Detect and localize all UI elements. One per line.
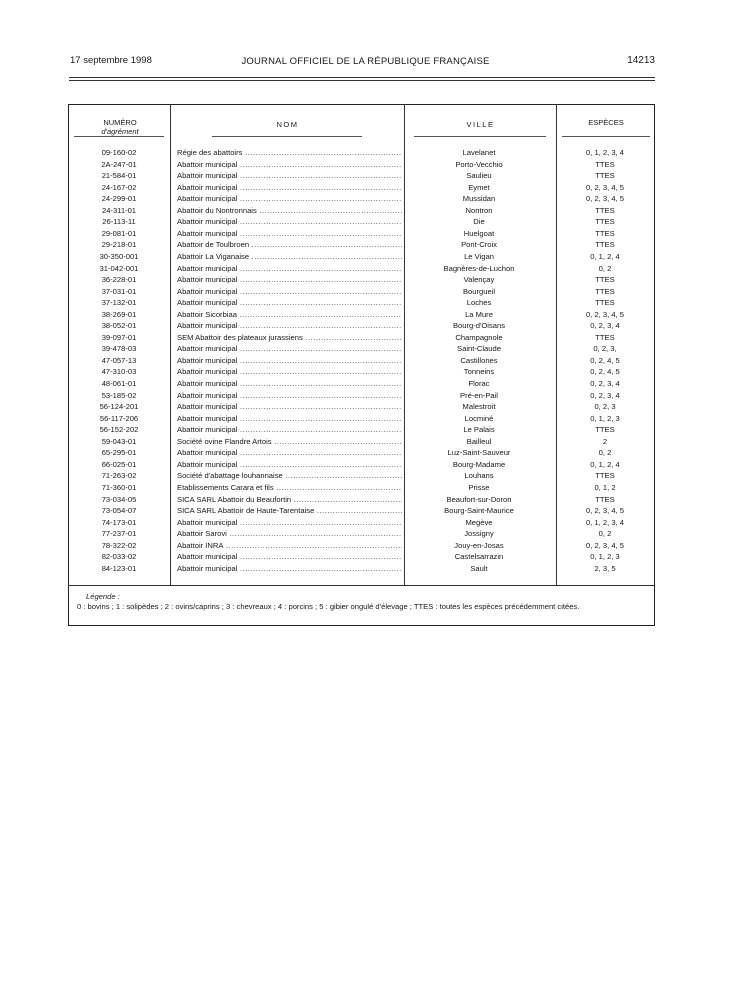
table-row: [68, 193, 655, 205]
cell-numero: 78-322-02: [101, 540, 137, 550]
cell-nom: Abattoir municipal .....: [177, 378, 402, 389]
cell-ville: La Mure: [465, 309, 493, 319]
cell-especes: TTES: [595, 171, 615, 181]
cell-ville: Porto-Vecchio: [455, 159, 503, 169]
cell-nom: Abattoir municipal .....: [177, 216, 402, 227]
cell-nom: Abattoir municipal .....: [177, 159, 402, 170]
cell-ville: Luz-Saint-Sauveur: [447, 448, 511, 458]
cell-especes: TTES: [595, 205, 615, 215]
cell-numero: 82-033-02: [101, 552, 137, 562]
cell-ville: Pont-Croix: [461, 240, 497, 250]
cell-especes: 0, 2, 4, 5: [590, 355, 620, 365]
cell-ville: Bagnères-de-Luchon: [443, 263, 515, 273]
cell-nom: Abattoir municipal .....: [177, 343, 402, 354]
page-number: 14213: [627, 55, 655, 66]
cell-numero: 71-360-01: [101, 482, 137, 492]
cell-nom: Abattoir municipal .....: [177, 551, 402, 562]
cell-nom: Abattoir du Nontronnais .....: [177, 205, 402, 216]
cell-nom: SICA SARL Abattoir du Beaufortin .....: [177, 494, 402, 505]
cell-nom: Abattoir municipal .....: [177, 563, 402, 574]
table-row: [68, 228, 655, 240]
legend-text: 0 : bovins ; 1 : solipèdes ; 2 : ovins/caprins ; 3 : chevreaux ; 4 : porcins ; 5 : gibier ongulé d'élevage ; TTES : toutes les espèces précédemment citées.: [77, 602, 580, 611]
cell-numero: 53-185-02: [101, 390, 137, 400]
cell-nom: Abattoir municipal .....: [177, 366, 402, 377]
cell-numero: 24-311-01: [101, 205, 137, 215]
cell-ville: Bourg-d'Oisans: [452, 321, 506, 331]
table-row: [68, 182, 655, 194]
header-underline-nom: [212, 136, 362, 137]
cell-numero: 73-034-05: [101, 494, 137, 504]
cell-numero: 47-310-03: [101, 367, 137, 377]
cell-numero: 24-299-01: [101, 194, 137, 204]
cell-numero: 47-057-13: [101, 355, 137, 365]
cell-nom: Abattoir Sarovi .....: [177, 528, 402, 539]
cell-nom: Abattoir municipal .....: [177, 459, 402, 470]
column-header-numero-sublabel: d'agrément: [101, 127, 139, 136]
cell-ville: Beaufort-sur-Doron: [446, 494, 512, 504]
cell-especes: 0, 2: [598, 448, 612, 458]
cell-especes: TTES: [595, 159, 615, 169]
cell-nom: Régie des abattoirs .....: [177, 147, 402, 158]
table-row: [68, 482, 655, 494]
cell-especes: 0, 2, 3, 4: [590, 321, 620, 331]
cell-nom: Abattoir municipal .....: [177, 170, 402, 181]
cell-ville: Bailleul: [466, 436, 492, 446]
cell-ville: Valençay: [463, 275, 495, 285]
table-row: [68, 494, 655, 506]
cell-nom: SEM Abattoir des plateaux jurassiens .....: [177, 332, 402, 343]
cell-ville: Florac: [468, 379, 490, 388]
table-row: [68, 517, 655, 529]
cell-especes: 0, 2: [598, 529, 612, 539]
cell-especes: TTES: [595, 240, 615, 250]
cell-numero: 39-097-01: [101, 332, 137, 342]
header-underline-especes: [562, 136, 650, 137]
cell-especes: 0, 2, 3,: [593, 344, 617, 354]
column-header-ville: VILLE: [466, 120, 495, 129]
table-row: [68, 205, 655, 217]
table-row: [68, 251, 655, 263]
cell-especes: 0, 1, 2, 3, 4: [586, 517, 624, 527]
cell-especes: TTES: [595, 425, 615, 435]
cell-especes: 0, 2, 3, 4, 5: [586, 506, 624, 516]
table-row: [68, 505, 655, 517]
cell-especes: TTES: [595, 298, 615, 308]
cell-numero: 56-117-206: [99, 413, 139, 423]
cell-numero: 29-081-01: [101, 228, 137, 238]
cell-nom: Abattoir municipal .....: [177, 182, 402, 193]
legend-title: Légende :: [86, 592, 120, 601]
cell-especes: 2: [602, 436, 608, 446]
cell-nom: Abattoir de Toulbroen .....: [177, 239, 402, 250]
cell-numero: 71-263-02: [101, 471, 137, 481]
table-row: [68, 216, 655, 228]
cell-ville: Bourgueil: [462, 286, 496, 296]
cell-especes: TTES: [595, 228, 615, 238]
table-row: [68, 263, 655, 275]
cell-numero: 56-152-202: [99, 425, 139, 435]
cell-nom: Abattoir Sicorbiaa .....: [177, 309, 402, 320]
cell-nom: Abattoir municipal .....: [177, 297, 402, 308]
cell-nom: Abattoir municipal .....: [177, 390, 402, 401]
cell-numero: 59-043-01: [101, 436, 137, 446]
table-row: [68, 447, 655, 459]
cell-nom: Abattoir municipal .....: [177, 401, 402, 412]
cell-nom: Abattoir La Viganaise .....: [177, 251, 402, 262]
table-row: [68, 563, 655, 575]
column-header-nom: NOM: [276, 120, 299, 129]
cell-ville: Le Palais: [463, 425, 495, 435]
cell-especes: 2, 3, 5: [594, 563, 616, 573]
cell-numero: 30-350-001: [99, 251, 139, 261]
cell-numero: 66-025-01: [101, 459, 137, 469]
cell-nom: Abattoir municipal .....: [177, 517, 402, 528]
cell-ville: Bourg-Madame: [452, 459, 506, 469]
cell-especes: 0, 2, 3, 4, 5: [586, 182, 624, 192]
cell-especes: 0, 2, 3, 4: [590, 379, 620, 388]
table-row: [68, 343, 655, 355]
table-row: [68, 286, 655, 298]
cell-especes: 0, 1, 2, 3: [590, 552, 620, 562]
cell-numero: 09-160-02: [101, 148, 137, 157]
cell-especes: 0, 1, 2: [594, 482, 616, 492]
cell-especes: 0, 2: [598, 263, 612, 273]
cell-ville: Mussidan: [462, 194, 496, 204]
cell-ville: Castelsarrazin: [454, 552, 504, 562]
cell-ville: Huelgoat: [463, 228, 495, 238]
table-row: [68, 159, 655, 171]
cell-ville: Lavelanet: [462, 148, 496, 157]
table-row: [68, 424, 655, 436]
cell-ville: Eymet: [468, 182, 490, 192]
cell-numero: 37-031-01: [101, 286, 137, 296]
table-row: [68, 413, 655, 425]
header-date: 17 septembre 1998: [70, 55, 152, 66]
cell-ville: Pré-en-Pail: [460, 390, 498, 400]
header-underline-numero: [74, 136, 164, 137]
legend-divider: [68, 585, 655, 586]
table-row: [68, 355, 655, 367]
cell-numero: 84-123-01: [101, 563, 137, 573]
cell-ville: Megève: [465, 517, 493, 527]
cell-especes: TTES: [595, 286, 615, 296]
cell-nom: Abattoir municipal .....: [177, 447, 402, 458]
table-row: [68, 239, 655, 251]
cell-nom: Société ovine Flandre Artois .....: [177, 436, 402, 447]
column-header-numero: [70, 118, 170, 136]
cell-nom: Abattoir municipal .....: [177, 320, 402, 331]
cell-nom: Société d'abattage louhannaise .....: [177, 470, 402, 481]
cell-nom: Abattoir municipal .....: [177, 413, 402, 424]
cell-nom: Abattoir municipal .....: [177, 286, 402, 297]
table-row: [68, 297, 655, 309]
cell-nom: Abattoir municipal .....: [177, 355, 402, 366]
cell-numero: 74-173-01: [101, 517, 137, 527]
header-rule-bottom: [69, 80, 655, 81]
cell-ville: Nontron: [465, 205, 493, 215]
cell-ville: Locminé: [464, 413, 494, 423]
cell-numero: 21-584-01: [101, 171, 137, 181]
cell-numero: 56-124-201: [99, 402, 139, 412]
cell-ville: Saint-Claude: [457, 344, 501, 354]
cell-nom: Abattoir municipal .....: [177, 193, 402, 204]
table-row: [68, 540, 655, 552]
table-row: [68, 170, 655, 182]
table-row: [68, 401, 655, 413]
cell-especes: TTES: [595, 275, 615, 285]
table-row: [68, 459, 655, 471]
cell-numero: 2A-247-01: [101, 159, 137, 169]
cell-numero: 73-054-07: [101, 506, 137, 516]
cell-numero: 65-295-01: [101, 448, 137, 458]
cell-nom: Abattoir municipal .....: [177, 424, 402, 435]
cell-ville: Malestroit: [462, 402, 496, 412]
cell-especes: TTES: [595, 217, 615, 227]
cell-numero: 38-269-01: [101, 309, 137, 319]
cell-especes: 0, 2, 3, 4: [590, 390, 620, 400]
table-row: [68, 378, 655, 390]
cell-ville: Loches: [466, 298, 492, 308]
cell-especes: 0, 1, 2, 4: [590, 459, 620, 469]
cell-ville: Champagnole: [455, 332, 503, 342]
table-row: [68, 147, 655, 159]
cell-especes: 0, 2, 3, 4, 5: [586, 540, 624, 550]
cell-ville: Jouy-en-Josas: [454, 540, 504, 550]
table-row: [68, 390, 655, 402]
cell-numero: 39-478-03: [101, 344, 137, 354]
table-row: [68, 320, 655, 332]
cell-numero: 37-132-01: [101, 298, 137, 308]
cell-numero: 38-052-01: [101, 321, 137, 331]
cell-ville: Prisse: [468, 482, 490, 492]
journal-title: JOURNAL OFFICIEL DE LA RÉPUBLIQUE FRANÇAISE: [241, 56, 490, 67]
header-underline-ville: [414, 136, 546, 137]
cell-nom: Abattoir municipal .....: [177, 228, 402, 239]
cell-ville: Sault: [470, 563, 488, 573]
cell-especes: 0, 2, 3: [594, 402, 616, 412]
cell-especes: 0, 2, 4, 5: [590, 367, 620, 377]
table-row: [68, 551, 655, 563]
cell-ville: Bourg-Saint-Maurice: [444, 506, 514, 516]
column-header-especes: ESPÈCES: [588, 118, 624, 127]
cell-especes: 0, 2, 3, 4, 5: [586, 309, 624, 319]
cell-numero: 48-061-01: [101, 379, 137, 388]
cell-nom: Abattoir INRA .....: [177, 540, 402, 551]
cell-numero: 77-237-01: [101, 529, 137, 539]
table-row: [68, 309, 655, 321]
cell-especes: 0, 1, 2, 4: [590, 251, 620, 261]
cell-nom: Abattoir municipal .....: [177, 263, 402, 274]
cell-nom: Etablissements Carara et fils .....: [177, 482, 402, 493]
cell-ville: Tonneins: [463, 367, 495, 377]
cell-ville: Louhans: [464, 471, 494, 481]
cell-especes: TTES: [595, 494, 615, 504]
cell-nom: Abattoir municipal .....: [177, 274, 402, 285]
cell-numero: 24-167-02: [101, 182, 137, 192]
cell-especes: TTES: [595, 471, 615, 481]
cell-ville: Saulieu: [466, 171, 492, 181]
table-row: [68, 470, 655, 482]
table-row: [68, 366, 655, 378]
table-row: [68, 436, 655, 448]
cell-numero: 31-042-001: [99, 263, 139, 273]
column-header-numero-label: NUMÉRO: [103, 118, 137, 127]
cell-especes: TTES: [595, 332, 615, 342]
cell-numero: 26-113-11: [102, 217, 136, 227]
cell-numero: 29-218-01: [101, 240, 137, 250]
cell-ville: Die: [473, 217, 485, 227]
cell-ville: Castillones: [460, 355, 498, 365]
cell-especes: 0, 1, 2, 3: [590, 413, 620, 423]
table-row: [68, 274, 655, 286]
cell-nom: SICA SARL Abattoir de Haute-Tarentaise .....: [177, 505, 402, 516]
table-row: [68, 332, 655, 344]
table-row: [68, 528, 655, 540]
cell-especes: 0, 2, 3, 4, 5: [586, 194, 624, 204]
header-rule-top: [69, 77, 655, 78]
cell-ville: Le Vigan: [464, 251, 494, 261]
cell-ville: Jossigny: [464, 529, 494, 539]
cell-numero: 36-228-01: [101, 275, 137, 285]
cell-especes: 0, 1, 2, 3, 4: [586, 148, 624, 157]
